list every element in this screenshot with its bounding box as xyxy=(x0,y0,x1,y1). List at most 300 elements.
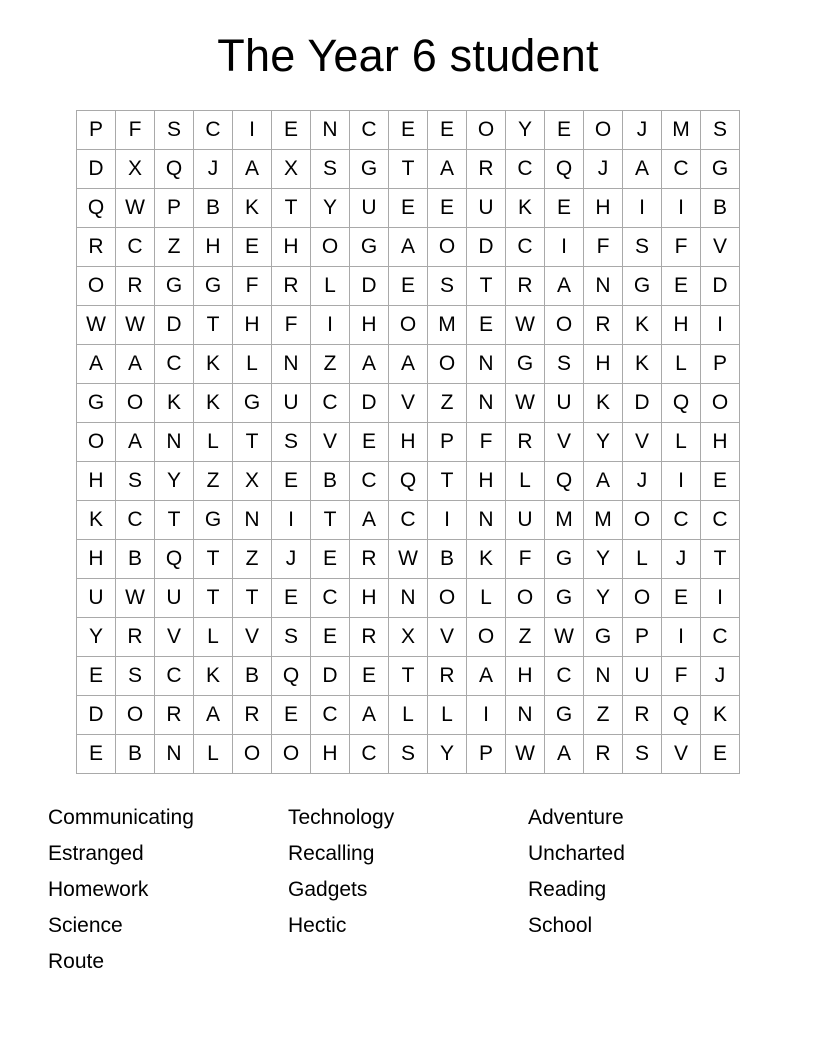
grid-cell[interactable]: S xyxy=(389,735,428,774)
grid-cell[interactable]: T xyxy=(194,306,233,345)
word-list-item[interactable]: Science xyxy=(48,914,123,937)
grid-cell[interactable]: Y xyxy=(77,618,116,657)
grid-cell[interactable]: O xyxy=(623,501,662,540)
grid-cell[interactable]: S xyxy=(116,657,155,696)
word-list-item[interactable]: Technology xyxy=(288,806,395,829)
grid-cell[interactable]: E xyxy=(662,267,701,306)
grid-cell[interactable]: A xyxy=(545,267,584,306)
grid-cell[interactable]: I xyxy=(662,462,701,501)
grid-cell[interactable]: D xyxy=(155,306,194,345)
grid-cell[interactable]: G xyxy=(545,579,584,618)
grid-cell[interactable]: S xyxy=(428,267,467,306)
grid-cell[interactable]: E xyxy=(662,579,701,618)
grid-cell[interactable]: A xyxy=(623,150,662,189)
grid-cell[interactable]: E xyxy=(467,306,506,345)
grid-cell[interactable]: R xyxy=(116,618,155,657)
grid-cell[interactable]: U xyxy=(467,189,506,228)
grid-cell[interactable]: A xyxy=(389,228,428,267)
grid-cell[interactable]: C xyxy=(155,345,194,384)
grid-cell[interactable]: H xyxy=(311,735,350,774)
grid-cell[interactable]: F xyxy=(662,657,701,696)
grid-cell[interactable]: X xyxy=(116,150,155,189)
grid-cell[interactable]: T xyxy=(701,540,740,579)
grid-cell[interactable]: C xyxy=(311,696,350,735)
grid-cell[interactable]: G xyxy=(350,150,389,189)
grid-cell[interactable]: K xyxy=(194,384,233,423)
grid-cell[interactable]: Q xyxy=(155,150,194,189)
grid-cell[interactable]: F xyxy=(116,111,155,150)
grid-cell[interactable]: O xyxy=(584,111,623,150)
grid-cell[interactable]: C xyxy=(506,228,545,267)
grid-cell[interactable]: V xyxy=(155,618,194,657)
grid-cell[interactable]: W xyxy=(389,540,428,579)
grid-cell[interactable]: Y xyxy=(506,111,545,150)
grid-cell[interactable]: Y xyxy=(584,423,623,462)
grid-cell[interactable]: C xyxy=(116,228,155,267)
grid-cell[interactable]: O xyxy=(467,111,506,150)
grid-cell[interactable]: T xyxy=(467,267,506,306)
grid-cell[interactable]: F xyxy=(506,540,545,579)
grid-cell[interactable]: O xyxy=(506,579,545,618)
grid-cell[interactable]: W xyxy=(116,189,155,228)
grid-cell[interactable]: O xyxy=(272,735,311,774)
grid-cell[interactable]: T xyxy=(194,540,233,579)
grid-cell[interactable]: K xyxy=(623,306,662,345)
grid-cell[interactable]: B xyxy=(116,540,155,579)
grid-cell[interactable]: C xyxy=(506,150,545,189)
grid-cell[interactable]: S xyxy=(623,228,662,267)
grid-cell[interactable]: R xyxy=(272,267,311,306)
grid-cell[interactable]: W xyxy=(77,306,116,345)
grid-cell[interactable]: F xyxy=(584,228,623,267)
grid-cell[interactable]: V xyxy=(701,228,740,267)
grid-cell[interactable]: H xyxy=(350,579,389,618)
grid-cell[interactable]: O xyxy=(311,228,350,267)
grid-cell[interactable]: C xyxy=(545,657,584,696)
grid-cell[interactable]: D xyxy=(77,696,116,735)
grid-cell[interactable]: W xyxy=(506,306,545,345)
word-list-item[interactable]: Homework xyxy=(48,878,149,901)
grid-cell[interactable]: N xyxy=(272,345,311,384)
grid-cell[interactable]: X xyxy=(389,618,428,657)
grid-cell[interactable]: E xyxy=(350,657,389,696)
grid-cell[interactable]: A xyxy=(233,150,272,189)
grid-cell[interactable]: O xyxy=(545,306,584,345)
grid-cell[interactable]: B xyxy=(428,540,467,579)
grid-cell[interactable]: Q xyxy=(545,150,584,189)
grid-cell[interactable]: N xyxy=(584,657,623,696)
grid-cell[interactable]: C xyxy=(155,657,194,696)
grid-cell[interactable]: Q xyxy=(389,462,428,501)
grid-cell[interactable]: C xyxy=(350,735,389,774)
word-list-item[interactable]: Hectic xyxy=(288,914,347,937)
word-list-item[interactable]: Gadgets xyxy=(288,878,368,901)
grid-cell[interactable]: T xyxy=(155,501,194,540)
grid-cell[interactable]: L xyxy=(467,579,506,618)
grid-cell[interactable]: E xyxy=(272,462,311,501)
grid-cell[interactable]: R xyxy=(584,735,623,774)
grid-cell[interactable]: G xyxy=(584,618,623,657)
grid-cell[interactable]: R xyxy=(506,267,545,306)
grid-cell[interactable]: Y xyxy=(584,579,623,618)
grid-cell[interactable]: E xyxy=(389,111,428,150)
grid-cell[interactable]: K xyxy=(506,189,545,228)
grid-cell[interactable]: C xyxy=(350,111,389,150)
grid-cell[interactable]: P xyxy=(701,345,740,384)
grid-cell[interactable]: C xyxy=(701,618,740,657)
grid-cell[interactable]: O xyxy=(467,618,506,657)
grid-cell[interactable]: A xyxy=(350,696,389,735)
grid-cell[interactable]: B xyxy=(194,189,233,228)
grid-cell[interactable]: H xyxy=(389,423,428,462)
grid-cell[interactable]: P xyxy=(77,111,116,150)
grid-cell[interactable]: P xyxy=(467,735,506,774)
grid-cell[interactable]: V xyxy=(389,384,428,423)
grid-cell[interactable]: S xyxy=(155,111,194,150)
grid-cell[interactable]: E xyxy=(311,618,350,657)
grid-cell[interactable]: H xyxy=(272,228,311,267)
word-list-item[interactable]: Uncharted xyxy=(528,842,625,865)
grid-cell[interactable]: K xyxy=(584,384,623,423)
grid-cell[interactable]: A xyxy=(116,423,155,462)
grid-cell[interactable]: E xyxy=(701,462,740,501)
grid-cell[interactable]: N xyxy=(506,696,545,735)
grid-cell[interactable]: O xyxy=(623,579,662,618)
grid-cell[interactable]: F xyxy=(272,306,311,345)
word-list-item[interactable]: School xyxy=(528,914,593,937)
grid-cell[interactable]: C xyxy=(311,384,350,423)
grid-cell[interactable]: E xyxy=(701,735,740,774)
grid-cell[interactable]: G xyxy=(155,267,194,306)
grid-cell[interactable]: W xyxy=(506,735,545,774)
grid-cell[interactable]: O xyxy=(701,384,740,423)
grid-cell[interactable]: H xyxy=(506,657,545,696)
grid-cell[interactable]: T xyxy=(194,579,233,618)
grid-cell[interactable]: T xyxy=(428,462,467,501)
grid-cell[interactable]: J xyxy=(701,657,740,696)
grid-cell[interactable]: L xyxy=(311,267,350,306)
grid-cell[interactable]: Y xyxy=(155,462,194,501)
grid-cell[interactable]: D xyxy=(350,267,389,306)
grid-cell[interactable]: G xyxy=(350,228,389,267)
grid-cell[interactable]: J xyxy=(584,150,623,189)
grid-cell[interactable]: W xyxy=(116,579,155,618)
grid-cell[interactable]: E xyxy=(545,189,584,228)
grid-cell[interactable]: G xyxy=(545,696,584,735)
grid-cell[interactable]: Z xyxy=(194,462,233,501)
grid-cell[interactable]: K xyxy=(77,501,116,540)
grid-cell[interactable]: R xyxy=(467,150,506,189)
grid-cell[interactable]: G xyxy=(506,345,545,384)
grid-cell[interactable]: V xyxy=(545,423,584,462)
grid-cell[interactable]: E xyxy=(389,189,428,228)
grid-cell[interactable]: A xyxy=(77,345,116,384)
grid-cell[interactable]: E xyxy=(77,657,116,696)
grid-cell[interactable]: Q xyxy=(662,384,701,423)
grid-cell[interactable]: Z xyxy=(506,618,545,657)
grid-cell[interactable]: Z xyxy=(584,696,623,735)
grid-cell[interactable]: C xyxy=(389,501,428,540)
grid-cell[interactable]: M xyxy=(662,111,701,150)
grid-cell[interactable]: G xyxy=(701,150,740,189)
grid-cell[interactable]: S xyxy=(623,735,662,774)
grid-cell[interactable]: E xyxy=(272,111,311,150)
grid-cell[interactable]: W xyxy=(545,618,584,657)
grid-cell[interactable]: L xyxy=(662,423,701,462)
grid-cell[interactable]: R xyxy=(623,696,662,735)
grid-cell[interactable]: F xyxy=(233,267,272,306)
grid-cell[interactable]: R xyxy=(506,423,545,462)
grid-cell[interactable]: W xyxy=(116,306,155,345)
grid-cell[interactable]: G xyxy=(545,540,584,579)
grid-cell[interactable]: L xyxy=(194,735,233,774)
grid-cell[interactable]: H xyxy=(194,228,233,267)
grid-cell[interactable]: R xyxy=(350,540,389,579)
grid-cell[interactable]: O xyxy=(233,735,272,774)
grid-cell[interactable]: T xyxy=(272,189,311,228)
grid-cell[interactable]: C xyxy=(116,501,155,540)
grid-cell[interactable]: T xyxy=(389,150,428,189)
word-list-item[interactable]: Communicating xyxy=(48,806,194,829)
grid-cell[interactable]: L xyxy=(194,618,233,657)
grid-cell[interactable]: O xyxy=(77,267,116,306)
grid-cell[interactable]: Q xyxy=(77,189,116,228)
grid-cell[interactable]: A xyxy=(350,501,389,540)
grid-cell[interactable]: P xyxy=(428,423,467,462)
grid-cell[interactable]: Y xyxy=(428,735,467,774)
grid-cell[interactable]: U xyxy=(155,579,194,618)
grid-cell[interactable]: I xyxy=(662,618,701,657)
grid-cell[interactable]: V xyxy=(233,618,272,657)
grid-cell[interactable]: Y xyxy=(584,540,623,579)
grid-cell[interactable]: H xyxy=(467,462,506,501)
grid-cell[interactable]: I xyxy=(701,579,740,618)
grid-cell[interactable]: J xyxy=(194,150,233,189)
grid-cell[interactable]: P xyxy=(623,618,662,657)
grid-cell[interactable]: L xyxy=(389,696,428,735)
grid-cell[interactable]: R xyxy=(428,657,467,696)
grid-cell[interactable]: E xyxy=(428,189,467,228)
grid-cell[interactable]: W xyxy=(506,384,545,423)
grid-cell[interactable]: Z xyxy=(155,228,194,267)
grid-cell[interactable]: C xyxy=(311,579,350,618)
grid-cell[interactable]: R xyxy=(116,267,155,306)
grid-cell[interactable]: Z xyxy=(311,345,350,384)
grid-cell[interactable]: U xyxy=(545,384,584,423)
grid-cell[interactable]: U xyxy=(350,189,389,228)
grid-cell[interactable]: U xyxy=(272,384,311,423)
grid-cell[interactable]: C xyxy=(350,462,389,501)
grid-cell[interactable]: A xyxy=(116,345,155,384)
grid-cell[interactable]: H xyxy=(584,345,623,384)
grid-cell[interactable]: D xyxy=(701,267,740,306)
grid-cell[interactable]: M xyxy=(428,306,467,345)
grid-cell[interactable]: O xyxy=(389,306,428,345)
grid-cell[interactable]: L xyxy=(623,540,662,579)
grid-cell[interactable]: A xyxy=(389,345,428,384)
grid-cell[interactable]: O xyxy=(116,696,155,735)
grid-cell[interactable]: A xyxy=(194,696,233,735)
grid-cell[interactable]: N xyxy=(467,384,506,423)
grid-cell[interactable]: Q xyxy=(662,696,701,735)
grid-cell[interactable]: I xyxy=(272,501,311,540)
grid-cell[interactable]: N xyxy=(389,579,428,618)
grid-cell[interactable]: A xyxy=(428,150,467,189)
grid-cell[interactable]: S xyxy=(701,111,740,150)
grid-cell[interactable]: V xyxy=(623,423,662,462)
grid-cell[interactable]: C xyxy=(662,501,701,540)
grid-cell[interactable]: S xyxy=(272,423,311,462)
grid-cell[interactable]: U xyxy=(506,501,545,540)
grid-cell[interactable]: O xyxy=(77,423,116,462)
grid-cell[interactable]: G xyxy=(194,267,233,306)
grid-cell[interactable]: N xyxy=(467,345,506,384)
grid-cell[interactable]: N xyxy=(584,267,623,306)
grid-cell[interactable]: O xyxy=(428,579,467,618)
grid-cell[interactable]: N xyxy=(155,735,194,774)
grid-cell[interactable]: K xyxy=(233,189,272,228)
grid-cell[interactable]: Z xyxy=(428,384,467,423)
grid-cell[interactable]: N xyxy=(233,501,272,540)
grid-cell[interactable]: D xyxy=(467,228,506,267)
grid-cell[interactable]: Q xyxy=(545,462,584,501)
grid-cell[interactable]: N xyxy=(467,501,506,540)
word-list-item[interactable]: Adventure xyxy=(528,806,624,829)
grid-cell[interactable]: H xyxy=(701,423,740,462)
grid-cell[interactable]: L xyxy=(662,345,701,384)
grid-cell[interactable]: I xyxy=(701,306,740,345)
grid-cell[interactable]: D xyxy=(311,657,350,696)
grid-cell[interactable]: S xyxy=(272,618,311,657)
grid-cell[interactable]: R xyxy=(77,228,116,267)
grid-cell[interactable]: D xyxy=(77,150,116,189)
grid-cell[interactable]: C xyxy=(701,501,740,540)
grid-cell[interactable]: I xyxy=(662,189,701,228)
grid-cell[interactable]: Z xyxy=(233,540,272,579)
grid-cell[interactable]: N xyxy=(311,111,350,150)
grid-cell[interactable]: E xyxy=(311,540,350,579)
grid-cell[interactable]: L xyxy=(506,462,545,501)
grid-cell[interactable]: V xyxy=(428,618,467,657)
grid-cell[interactable]: G xyxy=(233,384,272,423)
grid-cell[interactable]: K xyxy=(467,540,506,579)
grid-cell[interactable]: Q xyxy=(155,540,194,579)
grid-cell[interactable]: J xyxy=(623,462,662,501)
grid-cell[interactable]: B xyxy=(116,735,155,774)
grid-cell[interactable]: V xyxy=(662,735,701,774)
grid-cell[interactable]: J xyxy=(272,540,311,579)
grid-cell[interactable]: J xyxy=(623,111,662,150)
grid-cell[interactable]: J xyxy=(662,540,701,579)
grid-cell[interactable]: G xyxy=(77,384,116,423)
grid-cell[interactable]: F xyxy=(662,228,701,267)
grid-cell[interactable]: B xyxy=(311,462,350,501)
word-list-item[interactable]: Estranged xyxy=(48,842,144,865)
grid-cell[interactable]: H xyxy=(350,306,389,345)
grid-cell[interactable]: K xyxy=(701,696,740,735)
grid-cell[interactable]: I xyxy=(233,111,272,150)
grid-cell[interactable]: B xyxy=(701,189,740,228)
grid-cell[interactable]: O xyxy=(428,345,467,384)
grid-cell[interactable]: R xyxy=(584,306,623,345)
grid-cell[interactable]: K xyxy=(623,345,662,384)
grid-cell[interactable]: E xyxy=(77,735,116,774)
grid-cell[interactable]: E xyxy=(350,423,389,462)
grid-cell[interactable]: O xyxy=(428,228,467,267)
grid-cell[interactable]: P xyxy=(155,189,194,228)
grid-cell[interactable]: M xyxy=(584,501,623,540)
word-list-item[interactable]: Reading xyxy=(528,878,607,901)
grid-cell[interactable]: T xyxy=(233,423,272,462)
grid-cell[interactable]: A xyxy=(350,345,389,384)
grid-cell[interactable]: G xyxy=(623,267,662,306)
word-list-item[interactable]: Recalling xyxy=(288,842,375,865)
grid-cell[interactable]: H xyxy=(233,306,272,345)
grid-cell[interactable]: G xyxy=(194,501,233,540)
grid-cell[interactable]: E xyxy=(272,579,311,618)
grid-cell[interactable]: T xyxy=(233,579,272,618)
grid-cell[interactable]: I xyxy=(545,228,584,267)
grid-cell[interactable]: F xyxy=(467,423,506,462)
grid-cell[interactable]: I xyxy=(623,189,662,228)
grid-cell[interactable]: R xyxy=(233,696,272,735)
grid-cell[interactable]: D xyxy=(350,384,389,423)
grid-cell[interactable]: E xyxy=(428,111,467,150)
grid-cell[interactable]: X xyxy=(272,150,311,189)
grid-cell[interactable]: L xyxy=(194,423,233,462)
grid-cell[interactable]: X xyxy=(233,462,272,501)
grid-cell[interactable]: V xyxy=(311,423,350,462)
grid-cell[interactable]: M xyxy=(545,501,584,540)
grid-cell[interactable]: L xyxy=(233,345,272,384)
grid-cell[interactable]: T xyxy=(389,657,428,696)
grid-cell[interactable]: H xyxy=(77,540,116,579)
grid-cell[interactable]: K xyxy=(155,384,194,423)
grid-cell[interactable]: O xyxy=(116,384,155,423)
grid-cell[interactable]: S xyxy=(116,462,155,501)
grid-cell[interactable]: H xyxy=(662,306,701,345)
grid-cell[interactable]: I xyxy=(467,696,506,735)
grid-cell[interactable]: E xyxy=(272,696,311,735)
grid-cell[interactable]: B xyxy=(233,657,272,696)
grid-cell[interactable]: U xyxy=(77,579,116,618)
grid-cell[interactable]: R xyxy=(350,618,389,657)
grid-cell[interactable]: Y xyxy=(311,189,350,228)
grid-cell[interactable]: H xyxy=(584,189,623,228)
grid-cell[interactable]: R xyxy=(155,696,194,735)
grid-cell[interactable]: H xyxy=(77,462,116,501)
grid-cell[interactable]: E xyxy=(389,267,428,306)
grid-cell[interactable]: Q xyxy=(272,657,311,696)
grid-cell[interactable]: A xyxy=(467,657,506,696)
grid-cell[interactable]: D xyxy=(623,384,662,423)
grid-cell[interactable]: I xyxy=(311,306,350,345)
grid-cell[interactable]: A xyxy=(584,462,623,501)
grid-cell[interactable]: K xyxy=(194,657,233,696)
grid-cell[interactable]: T xyxy=(311,501,350,540)
grid-cell[interactable]: S xyxy=(545,345,584,384)
grid-cell[interactable]: E xyxy=(545,111,584,150)
word-list-item[interactable]: Route xyxy=(48,950,105,973)
grid-cell[interactable]: C xyxy=(194,111,233,150)
grid-cell[interactable]: S xyxy=(311,150,350,189)
grid-cell[interactable]: E xyxy=(233,228,272,267)
grid-cell[interactable]: L xyxy=(428,696,467,735)
grid-cell[interactable]: A xyxy=(545,735,584,774)
grid-cell[interactable]: K xyxy=(194,345,233,384)
grid-cell[interactable]: N xyxy=(155,423,194,462)
grid-cell[interactable]: I xyxy=(428,501,467,540)
